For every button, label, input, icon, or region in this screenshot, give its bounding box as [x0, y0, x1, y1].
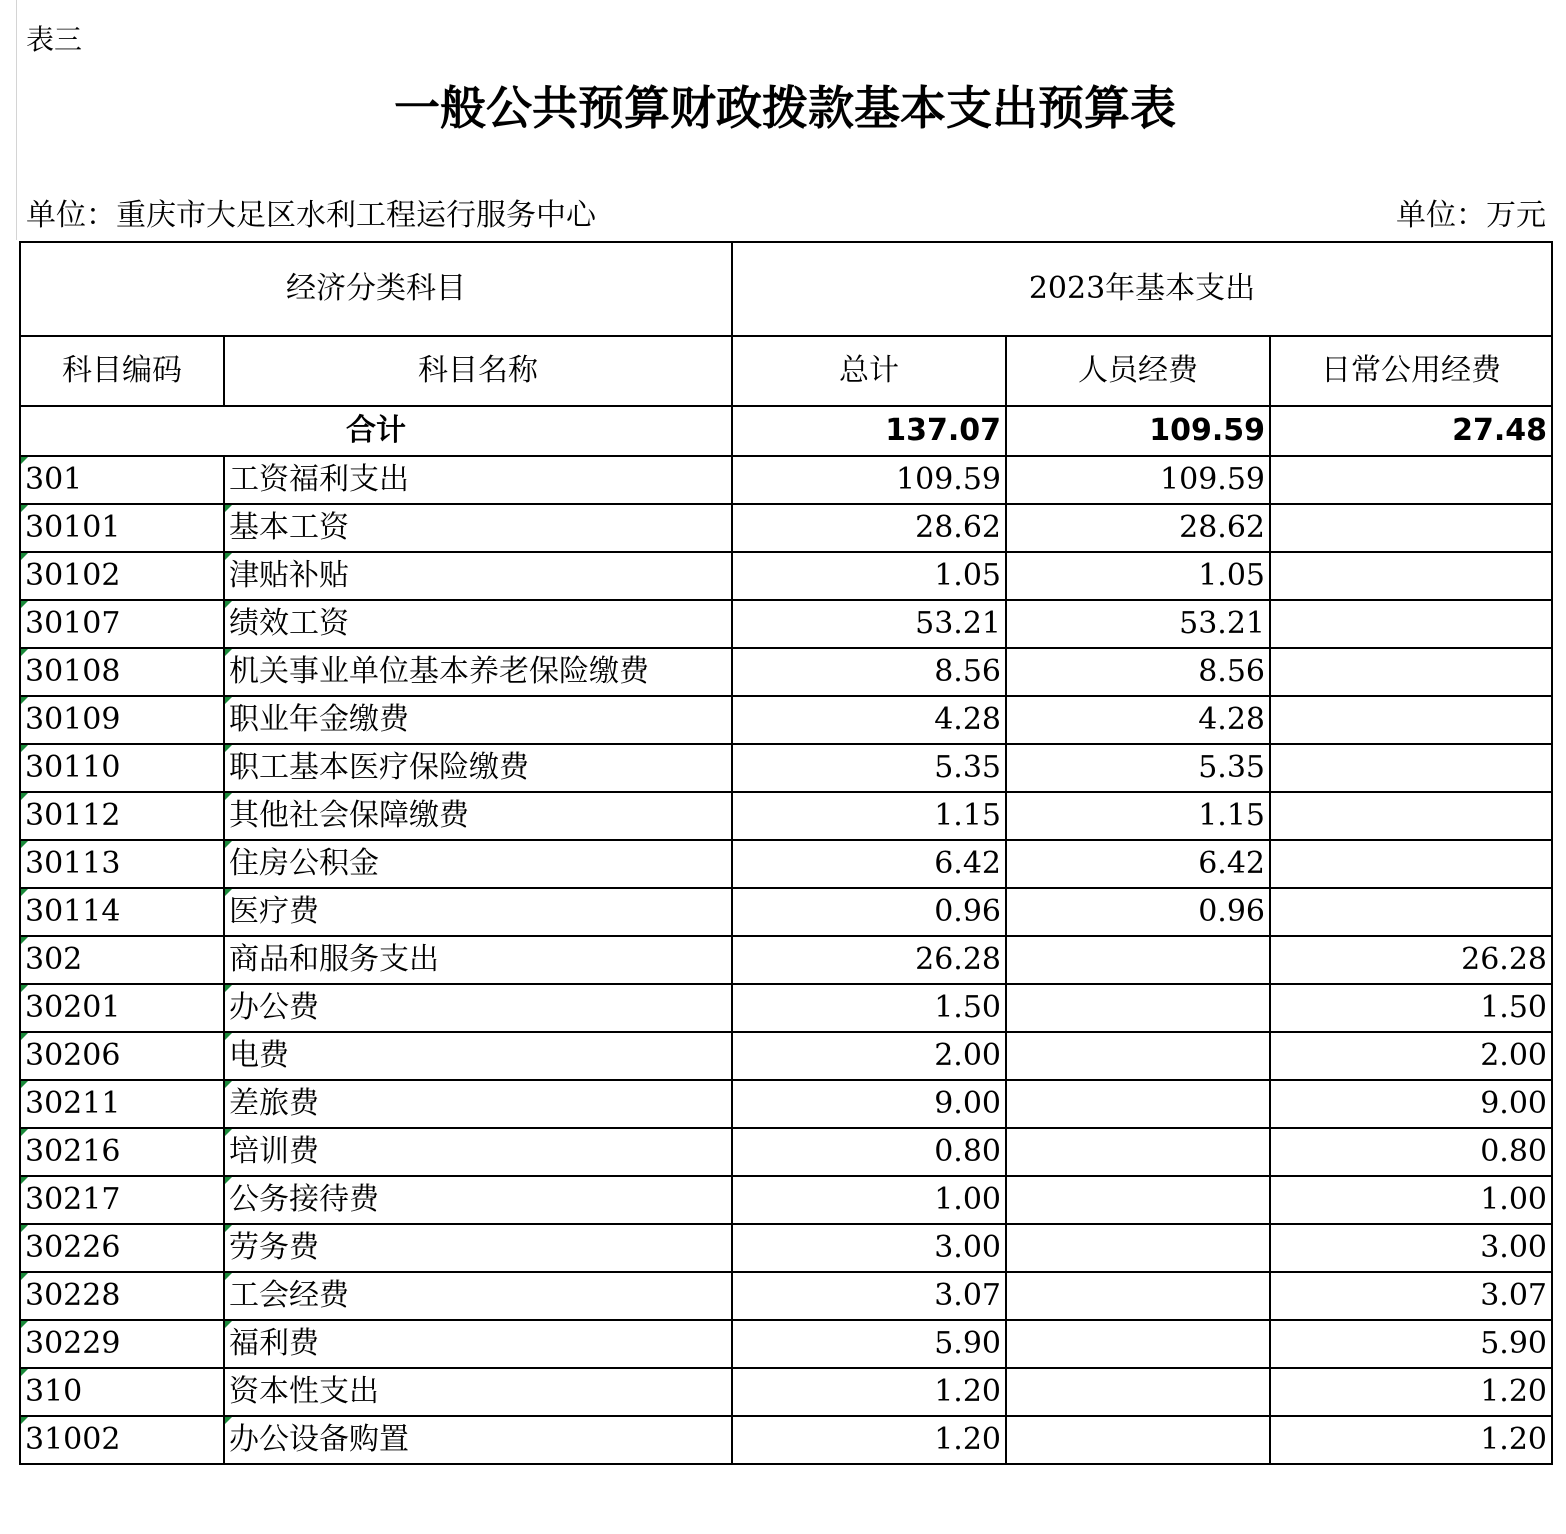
- cell-code-text: 30211: [25, 1086, 121, 1121]
- cell-code-text: 30108: [25, 654, 121, 689]
- cell-code-text: 310: [25, 1374, 83, 1409]
- cell-name: [224, 1320, 732, 1368]
- cell-code-text: 30101: [25, 510, 121, 545]
- cell-total-text: 4.28: [934, 702, 1001, 737]
- sheet-left-guide: [16, 0, 17, 240]
- cell-code-text: 30226: [25, 1230, 121, 1265]
- cell-code: [20, 1272, 224, 1320]
- cell-code-text: 30228: [25, 1278, 121, 1313]
- table-row: [20, 1320, 1552, 1368]
- cell-name: [224, 1080, 732, 1128]
- cell-name-text: 商品和服务支出: [229, 942, 439, 977]
- cell-flag-icon: [21, 1177, 28, 1184]
- cell-total-text: 5.90: [934, 1326, 1001, 1361]
- cell-total-text: 26.28: [915, 942, 1001, 977]
- cell-total: [732, 840, 1006, 888]
- cell-code-text: 30216: [25, 1134, 121, 1169]
- header-name: 科目名称: [224, 336, 732, 406]
- cell-flag-icon: [225, 505, 232, 512]
- cell-total: [732, 552, 1006, 600]
- cell-total: [732, 1368, 1006, 1416]
- cell-public-text: 1.20: [1480, 1422, 1548, 1457]
- cell-name: [224, 600, 732, 648]
- cell-public: [1270, 1320, 1552, 1368]
- cell-name-text: 津贴补贴: [229, 558, 349, 593]
- cell-public: [1270, 552, 1552, 600]
- cell-personnel: [1006, 840, 1270, 888]
- cell-total: [732, 1272, 1006, 1320]
- unit-currency: 单位：万元: [1396, 198, 1546, 233]
- cell-code: [20, 1368, 224, 1416]
- cell-total: [732, 648, 1006, 696]
- cell-total: [732, 744, 1006, 792]
- cell-total: [732, 456, 1006, 504]
- cell-flag-icon: [21, 985, 28, 992]
- cell-personnel-text: 8.56: [1198, 654, 1265, 689]
- cell-public: [1270, 1128, 1552, 1176]
- total-row: [20, 406, 1552, 456]
- cell-name-text: 培训费: [229, 1134, 319, 1169]
- table-row: [20, 648, 1552, 696]
- cell-flag-icon: [21, 1081, 28, 1088]
- cell-total-text: 2.00: [934, 1038, 1001, 1073]
- cell-code-text: 30229: [25, 1326, 121, 1361]
- cell-personnel: [1006, 984, 1270, 1032]
- cell-code: [20, 1416, 224, 1464]
- cell-name: [224, 1128, 732, 1176]
- cell-flag-icon: [21, 457, 28, 464]
- cell-flag-icon: [21, 1321, 28, 1328]
- header-row-group: [20, 242, 1552, 336]
- cell-name: [224, 840, 732, 888]
- category-row: [20, 1368, 1552, 1416]
- header-basic-expenditure-2023: 2023年基本支出: [732, 242, 1552, 336]
- cell-name: [224, 456, 732, 504]
- cell-total: [732, 1176, 1006, 1224]
- table-row: [20, 1128, 1552, 1176]
- cell-flag-icon: [21, 1369, 28, 1376]
- unit-organization: 单位：重庆市大足区水利工程运行服务中心: [26, 198, 596, 233]
- cell-total: [732, 792, 1006, 840]
- cell-name: [224, 1416, 732, 1464]
- cell-personnel: [1006, 600, 1270, 648]
- cell-flag-icon: [21, 649, 28, 656]
- table-row: [20, 696, 1552, 744]
- cell-public: [1270, 1224, 1552, 1272]
- cell-name-text: 办公设备购置: [229, 1422, 409, 1457]
- header-code: 科目编码: [20, 336, 224, 406]
- cell-name: [224, 936, 732, 984]
- category-row: [20, 936, 1552, 984]
- cell-flag-icon: [225, 601, 232, 608]
- cell-public: [1270, 1272, 1552, 1320]
- cell-flag-icon: [21, 1033, 28, 1040]
- table-row: [20, 1224, 1552, 1272]
- cell-name-text: 福利费: [229, 1326, 319, 1361]
- budget-table: [19, 241, 1553, 1465]
- cell-public: [1270, 1368, 1552, 1416]
- cell-total-text: 0.96: [934, 894, 1001, 929]
- cell-total-text: 3.07: [934, 1278, 1001, 1313]
- cell-personnel-text: 4.28: [1198, 702, 1265, 737]
- cell-code: [20, 1320, 224, 1368]
- cell-name-text: 医疗费: [229, 894, 319, 929]
- cell-total-text: 3.00: [934, 1230, 1001, 1265]
- cell-public-text: 3.00: [1480, 1230, 1548, 1265]
- cell-public: [1270, 1176, 1552, 1224]
- cell-personnel: [1006, 744, 1270, 792]
- cell-code: [20, 1128, 224, 1176]
- cell-total: [732, 888, 1006, 936]
- cell-personnel: [1006, 696, 1270, 744]
- cell-flag-icon: [225, 985, 232, 992]
- total-personnel: 109.59: [1006, 406, 1270, 456]
- table-row: [20, 600, 1552, 648]
- cell-name: [224, 1032, 732, 1080]
- header-personnel: 人员经费: [1006, 336, 1270, 406]
- cell-code: [20, 648, 224, 696]
- cell-personnel-text: 6.42: [1198, 846, 1265, 881]
- cell-name-text: 基本工资: [229, 510, 349, 545]
- table-row: [20, 504, 1552, 552]
- header-public: 日常公用经费: [1270, 336, 1552, 406]
- cell-code-text: 30206: [25, 1038, 121, 1073]
- cell-personnel: [1006, 1128, 1270, 1176]
- cell-code: [20, 600, 224, 648]
- cell-code-text: 30110: [25, 750, 121, 785]
- cell-name: [224, 1176, 732, 1224]
- cell-flag-icon: [21, 1273, 28, 1280]
- cell-name-text: 劳务费: [229, 1230, 319, 1265]
- cell-public-text: 3.07: [1480, 1278, 1548, 1313]
- cell-public: [1270, 888, 1552, 936]
- cell-name: [224, 648, 732, 696]
- cell-flag-icon: [21, 745, 28, 752]
- cell-total: [732, 696, 1006, 744]
- cell-personnel: [1006, 1080, 1270, 1128]
- cell-public: [1270, 840, 1552, 888]
- cell-public: [1270, 504, 1552, 552]
- cell-name: [224, 1272, 732, 1320]
- cell-personnel: [1006, 1416, 1270, 1464]
- cell-total-text: 1.05: [934, 558, 1001, 593]
- cell-public: [1270, 696, 1552, 744]
- cell-name-text: 工会经费: [229, 1278, 349, 1313]
- cell-code-text: 30217: [25, 1182, 121, 1217]
- header-economic-classification: 经济分类科目: [20, 242, 732, 336]
- cell-flag-icon: [225, 1225, 232, 1232]
- cell-personnel: [1006, 552, 1270, 600]
- cell-flag-icon: [225, 841, 232, 848]
- cell-public: [1270, 1416, 1552, 1464]
- cell-name-text: 绩效工资: [229, 606, 349, 641]
- cell-flag-icon: [225, 1417, 232, 1424]
- cell-personnel: [1006, 1368, 1270, 1416]
- cell-code-text: 31002: [25, 1422, 121, 1457]
- table-row: [20, 1080, 1552, 1128]
- cell-public: [1270, 744, 1552, 792]
- cell-public: [1270, 456, 1552, 504]
- cell-total: [732, 504, 1006, 552]
- cell-code-text: 30109: [25, 702, 121, 737]
- cell-total-text: 28.62: [915, 510, 1001, 545]
- table-row: [20, 1272, 1552, 1320]
- cell-code: [20, 1224, 224, 1272]
- cell-flag-icon: [21, 793, 28, 800]
- table-row: [20, 840, 1552, 888]
- cell-name: [224, 984, 732, 1032]
- cell-total: [732, 1128, 1006, 1176]
- cell-personnel: [1006, 456, 1270, 504]
- cell-name-text: 办公费: [229, 990, 319, 1025]
- cell-personnel-text: 5.35: [1198, 750, 1265, 785]
- cell-total: [732, 1224, 1006, 1272]
- cell-public-text: 1.50: [1480, 990, 1548, 1025]
- cell-name-text: 电费: [229, 1038, 289, 1073]
- cell-code: [20, 840, 224, 888]
- cell-name: [224, 888, 732, 936]
- cell-personnel-text: 1.15: [1198, 798, 1265, 833]
- table-row: [20, 552, 1552, 600]
- cell-public-text: 26.28: [1461, 942, 1548, 977]
- cell-personnel: [1006, 936, 1270, 984]
- cell-public: [1270, 936, 1552, 984]
- cell-total-text: 9.00: [934, 1086, 1001, 1121]
- cell-name-text: 差旅费: [229, 1086, 319, 1121]
- cell-code: [20, 888, 224, 936]
- cell-total-text: 53.21: [915, 606, 1001, 641]
- cell-flag-icon: [225, 745, 232, 752]
- cell-personnel: [1006, 648, 1270, 696]
- cell-name: [224, 504, 732, 552]
- cell-name: [224, 1368, 732, 1416]
- cell-code: [20, 744, 224, 792]
- cell-name-text: 公务接待费: [229, 1182, 379, 1217]
- cell-flag-icon: [21, 1225, 28, 1232]
- cell-total-text: 1.15: [934, 798, 1001, 833]
- cell-flag-icon: [21, 697, 28, 704]
- cell-name: [224, 696, 732, 744]
- cell-name-text: 资本性支出: [229, 1374, 379, 1409]
- cell-name-text: 住房公积金: [229, 846, 379, 881]
- page-title: 一般公共预算财政拨款基本支出预算表: [394, 81, 1176, 135]
- cell-flag-icon: [21, 601, 28, 608]
- cell-total-text: 1.20: [934, 1374, 1001, 1409]
- cell-personnel: [1006, 1032, 1270, 1080]
- cell-public-text: 5.90: [1480, 1326, 1548, 1361]
- cell-total-text: 1.20: [934, 1422, 1001, 1457]
- cell-flag-icon: [21, 841, 28, 848]
- table-row: [20, 1416, 1552, 1464]
- cell-total: [732, 1032, 1006, 1080]
- cell-total: [732, 600, 1006, 648]
- total-label: 合计: [20, 406, 732, 456]
- header-row-columns: [20, 336, 1552, 406]
- cell-flag-icon: [225, 1177, 232, 1184]
- cell-personnel: [1006, 792, 1270, 840]
- cell-personnel-text: 109.59: [1160, 462, 1265, 497]
- cell-public-text: 9.00: [1480, 1086, 1548, 1121]
- cell-public: [1270, 1080, 1552, 1128]
- cell-flag-icon: [21, 1129, 28, 1136]
- cell-code: [20, 1080, 224, 1128]
- cell-personnel-text: 53.21: [1179, 606, 1265, 641]
- cell-code-text: 30201: [25, 990, 121, 1025]
- cell-code-text: 301: [25, 462, 83, 497]
- cell-public: [1270, 648, 1552, 696]
- cell-total-text: 6.42: [934, 846, 1001, 881]
- cell-personnel: [1006, 1176, 1270, 1224]
- cell-total-text: 1.50: [934, 990, 1001, 1025]
- cell-name: [224, 1224, 732, 1272]
- cell-code: [20, 936, 224, 984]
- cell-name-text: 机关事业单位基本养老保险缴费: [229, 654, 649, 689]
- cell-name-text: 其他社会保障缴费: [229, 798, 469, 833]
- cell-name: [224, 552, 732, 600]
- cell-code-text: 30114: [25, 894, 121, 929]
- cell-code: [20, 696, 224, 744]
- cell-flag-icon: [225, 697, 232, 704]
- cell-name-text: 职业年金缴费: [229, 702, 409, 737]
- cell-total-text: 109.59: [896, 462, 1001, 497]
- cell-code-text: 302: [25, 942, 83, 977]
- category-row: [20, 456, 1552, 504]
- table-row: [20, 984, 1552, 1032]
- cell-total-text: 5.35: [934, 750, 1001, 785]
- cell-public-text: 2.00: [1480, 1038, 1548, 1073]
- cell-public: [1270, 1032, 1552, 1080]
- total-public: 27.48: [1270, 406, 1552, 456]
- table-row: [20, 888, 1552, 936]
- cell-public: [1270, 792, 1552, 840]
- cell-public-text: 1.20: [1480, 1374, 1548, 1409]
- cell-total: [732, 984, 1006, 1032]
- total-sum: 137.07: [732, 406, 1006, 456]
- cell-flag-icon: [225, 1081, 232, 1088]
- table-label: 表三: [26, 23, 83, 56]
- cell-total-text: 8.56: [934, 654, 1001, 689]
- cell-personnel: [1006, 1320, 1270, 1368]
- cell-flag-icon: [225, 1129, 232, 1136]
- cell-name: [224, 792, 732, 840]
- cell-total: [732, 1320, 1006, 1368]
- cell-total: [732, 1080, 1006, 1128]
- cell-flag-icon: [225, 553, 232, 560]
- cell-code: [20, 1176, 224, 1224]
- cell-flag-icon: [225, 1033, 232, 1040]
- cell-code: [20, 984, 224, 1032]
- cell-flag-icon: [225, 889, 232, 896]
- cell-public: [1270, 984, 1552, 1032]
- cell-flag-icon: [225, 793, 232, 800]
- cell-flag-icon: [21, 889, 28, 896]
- cell-code: [20, 504, 224, 552]
- cell-public-text: 0.80: [1480, 1134, 1548, 1169]
- cell-name-text: 职工基本医疗保险缴费: [229, 750, 529, 785]
- cell-personnel: [1006, 504, 1270, 552]
- table-row: [20, 1176, 1552, 1224]
- cell-code-text: 30107: [25, 606, 121, 641]
- cell-code-text: 30113: [25, 846, 121, 881]
- cell-personnel: [1006, 1224, 1270, 1272]
- cell-flag-icon: [21, 937, 28, 944]
- cell-personnel: [1006, 888, 1270, 936]
- cell-code: [20, 552, 224, 600]
- cell-flag-icon: [225, 1273, 232, 1280]
- cell-personnel: [1006, 1272, 1270, 1320]
- cell-code-text: 30102: [25, 558, 121, 593]
- cell-public: [1270, 600, 1552, 648]
- cell-flag-icon: [225, 649, 232, 656]
- cell-total: [732, 1416, 1006, 1464]
- cell-flag-icon: [225, 1321, 232, 1328]
- cell-total-text: 0.80: [934, 1134, 1001, 1169]
- cell-code: [20, 456, 224, 504]
- cell-personnel-text: 28.62: [1179, 510, 1265, 545]
- cell-name-text: 工资福利支出: [229, 462, 409, 497]
- table-row: [20, 792, 1552, 840]
- cell-code: [20, 792, 224, 840]
- table-row: [20, 744, 1552, 792]
- cell-flag-icon: [21, 505, 28, 512]
- table-row: [20, 1032, 1552, 1080]
- cell-code-text: 30112: [25, 798, 121, 833]
- cell-personnel-text: 1.05: [1198, 558, 1265, 593]
- cell-name: [224, 744, 732, 792]
- cell-flag-icon: [21, 553, 28, 560]
- cell-public-text: 1.00: [1480, 1182, 1548, 1217]
- cell-total: [732, 936, 1006, 984]
- cell-total-text: 1.00: [934, 1182, 1001, 1217]
- cell-flag-icon: [21, 1417, 28, 1424]
- header-total: 总计: [732, 336, 1006, 406]
- cell-code: [20, 1032, 224, 1080]
- cell-personnel-text: 0.96: [1198, 894, 1265, 929]
